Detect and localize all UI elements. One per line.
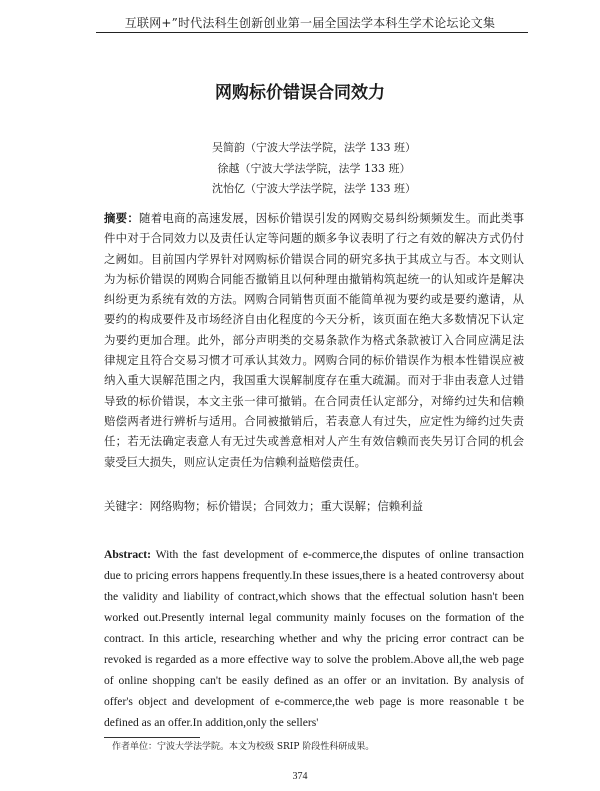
header-rule <box>96 32 528 33</box>
footnote-rule <box>104 737 200 738</box>
english-abstract-label: Abstract: <box>104 548 152 561</box>
paper-title: 网购标价错误合同效力 <box>215 83 385 103</box>
author-line: 沈怡亿（宁波大学法学院，法学 133 班） <box>212 182 416 195</box>
chinese-abstract-text: 随着电商的高速发展，因标价错误引发的网购交易纠纷频频发生。而此类事件中对于合同效力以及责任认定等问题的颇多争议表明了行之有效的解决方式仍付之阙如。目前国内学界针对网购标价错误合同的研究多执于其成立与否。本文则认为为标价错误的网购合同能否撤销且以何种理由撤销构筑起统一的认知或许是解决纠纷更为系统有效的方法。网购合同销售页面不能简单视为要约或是要约邀请，从要约的构成要件及市场经济自由化程度的今天分析，该页面在绝大多数情况下认定为要约更加合理。此外，部分声明类的交易条款作为格式条款被订入合同应满足法律规定且符合交易习惯才可承认其效力。网购合同的标价错误作为根本性错误应被纳入重大误解范围之内，我国重大误解制度存在重大疏漏。而对于非由表意人过错导致的标价错误，本文主张一律可撤销。在合同责任认定部分，对缔约过失和信赖赔偿两者进行辨析与适用。合同被撤销后，若表意人有过失，应定性为缔约过失责任；若无法确定表意人有无过失或善意相对人产生有效信赖而丧失另订合同的机会蒙受巨大损失，则应认定责任为信赖利益赔偿责任。 <box>104 211 524 469</box>
author-line: 徐越（宁波大学法学院，法学 133 班） <box>217 161 411 175</box>
chinese-abstract <box>104 208 524 472</box>
author-list <box>0 138 600 200</box>
chinese-abstract-label: 摘要： <box>104 211 140 225</box>
footnote: 作者单位：宁波大学法学院。本文为校级 SRIP 阶段性科研成果。 <box>112 742 375 752</box>
author-line: 吴简韵（宁波大学法学院，法学 133 班） <box>212 141 416 154</box>
chinese-keywords <box>104 497 524 515</box>
chinese-keywords-label: 关键字： <box>104 499 150 513</box>
english-abstract-text: With the fast development of e-commerce,the disputes of online transaction due to pricing errors happens frequently.In these issues,there is a heated controversy about the validity and liability of contract,which shows that the effectual solution hasn't been worked out.Presently internal legal community mainly focuses on the formation of the contract. In this article, researching whether and why the pricing error contract can be revoked is regarded as a more effective way to solve the problem.Above all,the web page of online shopping can't be easily defined as an offer or an invitation. By analysis of offer's object and development of e-commerce,the web page is more reasonable t be defined as an offer.In addition,only the sellers' <box>104 548 524 729</box>
page-number: 374 <box>292 771 308 782</box>
chinese-keywords-text: 网络购物；标价错误；合同效力；重大误解；信赖利益 <box>149 499 423 513</box>
running-header: 互联网+”时代法科生创新创业第一届全国法学本科生学术论坛论文集 <box>124 16 496 30</box>
english-abstract <box>104 544 524 733</box>
